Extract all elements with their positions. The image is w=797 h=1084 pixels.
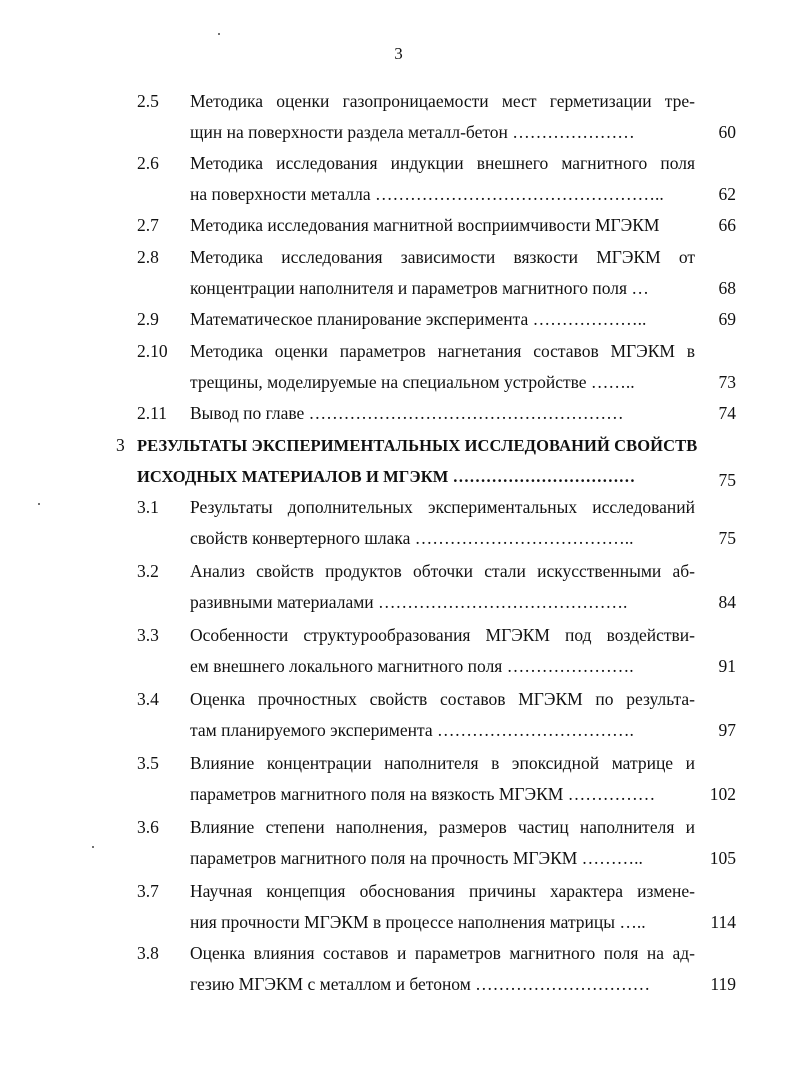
toc-entry-page: 66: [718, 215, 736, 235]
toc-entry-number: 3.5: [137, 753, 159, 773]
toc-entry-number: 3.7: [137, 881, 159, 901]
toc-entry-title-line: гезию МГЭКМ с металлом и бетоном …………………………: [190, 974, 651, 994]
toc-entry-title-line: Особенности структурообразования МГЭКМ под воздействи-: [190, 625, 695, 645]
toc-entry-page: 91: [718, 656, 736, 676]
toc-entry-number: 3.2: [137, 561, 159, 581]
toc-entry-page: 73: [718, 372, 736, 392]
toc-entry-page: 105: [709, 848, 736, 868]
toc-entry-number: 3.6: [137, 817, 159, 837]
toc-entry-title-line: Анализ свойств продуктов обточки стали искусственными аб-: [190, 561, 695, 581]
toc-entry-title-line: параметров магнитного поля на прочность МГЭКМ ………..: [190, 848, 643, 868]
toc-entry-title-line: Методика исследования зависимости вязкости МГЭКМ от: [190, 247, 695, 267]
toc-entry-number: 2.8: [137, 247, 159, 267]
toc-entry-page: 114: [710, 912, 736, 932]
toc-entry-title-line: ИСХОДНЫХ МАТЕРИАЛОВ И МГЭКМ ……………………………: [137, 467, 636, 486]
toc-entry-page: 74: [718, 403, 736, 423]
toc-entry-title-line: на поверхности металла …………………………………………..: [190, 184, 664, 204]
toc-entry-title-line: Оценка прочностных свойств составов МГЭКМ по результа-: [190, 689, 695, 709]
toc-entry-title-line: Математическое планирование эксперимента ………………..: [190, 309, 647, 329]
toc-entry-page: 68: [718, 278, 736, 298]
toc-entry-number: 3.3: [137, 625, 159, 645]
toc-entry-title-line: Методика исследования магнитной восприимчивости МГЭКМ: [190, 215, 660, 235]
toc-entry-title-line: Методика оценки газопроницаемости мест герметизации тре-: [190, 91, 695, 111]
toc-entry-page: 75: [718, 528, 736, 548]
toc-entry-title-line: Результаты дополнительных экспериментальных исследований: [190, 497, 695, 517]
toc-entry-number: 2.7: [137, 215, 159, 235]
toc-entry-number: 2.10: [137, 341, 168, 361]
toc-entry-number: 2.5: [137, 91, 159, 111]
toc-entry-title-line: Оценка влияния составов и параметров магнитного поля на ад-: [190, 943, 695, 963]
toc-entry-page: 102: [709, 784, 736, 804]
scan-speck: [38, 503, 40, 505]
page-number: 3: [394, 44, 403, 63]
toc-entry-number: 2.9: [137, 309, 159, 329]
toc-entry-title-line: Влияние концентрации наполнителя в эпоксидной матрице и: [190, 753, 695, 773]
toc-entry-title-line: Вывод по главе ………………………………………………: [190, 403, 624, 423]
toc-entry-number: 3.1: [137, 497, 159, 517]
toc-entry-title-line: параметров магнитного поля на вязкость МГЭКМ ……………: [190, 784, 656, 804]
toc-entry-page: 69: [718, 309, 736, 329]
toc-entry-title-line: ем внешнего локального магнитного поля ………………….: [190, 656, 634, 676]
toc-entry-title-line: Влияние степени наполнения, размеров частиц наполнителя и: [190, 817, 695, 837]
toc-entry-page: 84: [718, 592, 736, 612]
toc-entry-page: 62: [718, 184, 736, 204]
toc-entry-title-line: ния прочности МГЭКМ в процессе наполнения матрицы …..: [190, 912, 646, 932]
toc-entry-title-line: там планируемого эксперимента …………………………….: [190, 720, 634, 740]
toc-entry-title-line: Методика исследования индукции внешнего магнитного поля: [190, 153, 695, 173]
toc-entry-page: 75: [718, 470, 736, 490]
toc-entry-title-line: РЕЗУЛЬТАТЫ ЭКСПЕРИМЕНТАЛЬНЫХ ИССЛЕДОВАНИЙ СВОЙСТВ: [137, 436, 698, 455]
toc-entry-title-line: Научная концепция обоснования причины характера измене-: [190, 881, 695, 901]
toc-entry-title-line: свойств конвертерного шлака ………………………………..: [190, 528, 634, 548]
toc-entry-title-line: трещины, моделируемые на специальном устройстве ……..: [190, 372, 635, 392]
toc-entry-title-line: Методика оценки параметров нагнетания составов МГЭКМ в: [190, 341, 695, 361]
toc-entry-number: 2.6: [137, 153, 159, 173]
toc-entry-page: 97: [718, 720, 736, 740]
toc-entry-number: 3: [116, 435, 125, 455]
toc-entry-title-line: концентрации наполнителя и параметров магнитного поля …: [190, 278, 649, 298]
toc-entry-title-line: разивными материалами …………………………………….: [190, 592, 628, 612]
toc-entry-page: 119: [710, 974, 736, 994]
toc-entry-title-line: щин на поверхности раздела металл-бетон …………………: [190, 122, 635, 142]
toc-entry-number: 2.11: [137, 403, 167, 423]
scan-speck: [92, 846, 94, 848]
toc-entry-page: 60: [718, 122, 736, 142]
scan-speck: [218, 33, 220, 35]
toc-entry-number: 3.8: [137, 943, 159, 963]
toc-entry-number: 3.4: [137, 689, 159, 709]
